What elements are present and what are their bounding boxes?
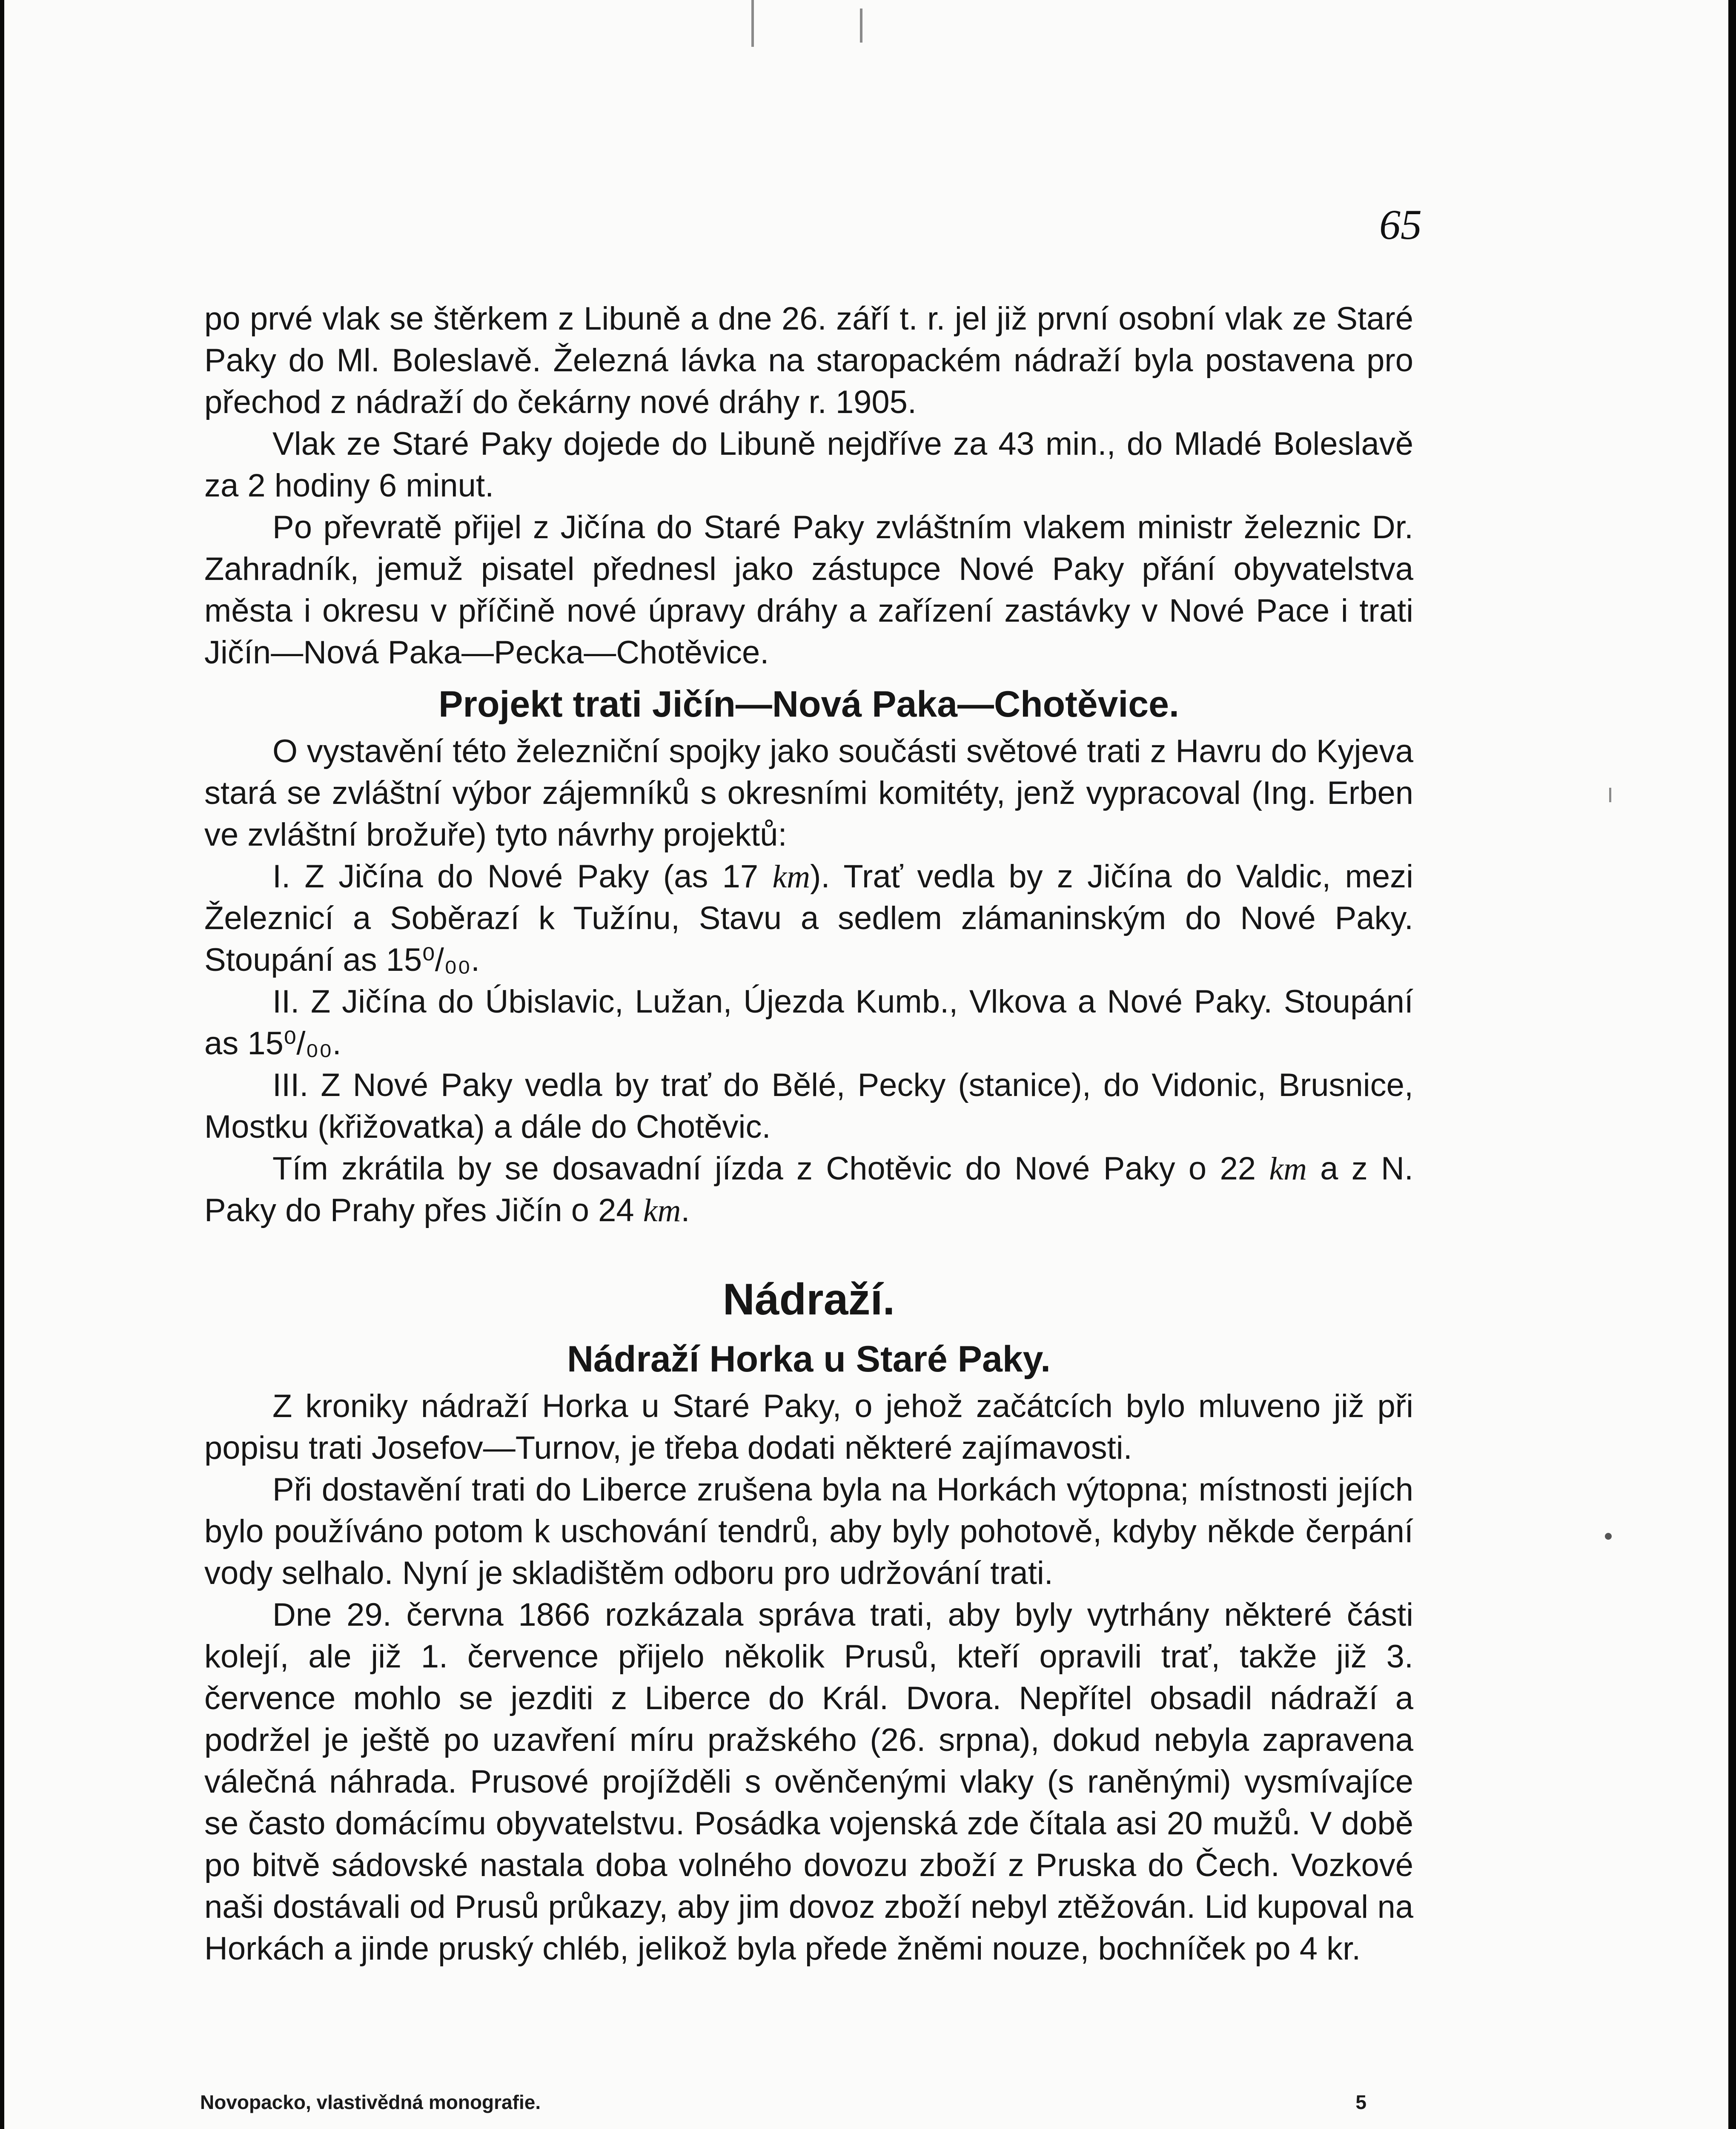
heading-station: Nádraží. [722, 1275, 895, 1324]
page-number: 65 [1379, 201, 1422, 248]
paragraph-horka-chronicle: Z kroniky nádraží Horka u Staré Paky, o jehož začátcích bylo mluveno již při popisu trati Josefov—Turnov, je třeba dodati některé zajímavosti. [204, 1388, 1413, 1466]
scan-mark-top-right [860, 9, 862, 43]
paragraph-project-intro: O vystavění této železniční spojky jako součásti světové trati z Havru do Kyjeva stará se zvláštní výbor zájemníků s okresními komitéty, jenž vypracoval (Ing. Erben ve zvláštní brožuře) tyto návrhy projektů: [204, 733, 1413, 853]
document-page [4, 0, 1728, 2129]
footer-signature: 5 [1355, 2091, 1366, 2113]
scan-mark-right [1609, 788, 1611, 802]
paragraph-travel-time: Vlak ze Staré Paky dojede do Libuně nejdříve za 43 min., do Mladé Boleslavě za 2 hodiny 6 minut. [204, 426, 1413, 504]
paragraph-horka-1866: Dne 29. června 1866 rozkázala správa trati, aby byly vytrhány některé části kolejí, ale již 1. července přijelo několik Prusů, kteří opravili trať, takže již 3. července mohlo se jezditi z Liberce do Král. Dvora. Nepřítel obsadil nádraží a podržel je ještě po uzavření míru pražského (26. srpna), dokud nebyla zapravena válečná náhrada. Prusové projížděli s ověnčenými vlaky (s raněnými) vysmívajíce se často domácímu obyvatelstvu. Posádka vojenská zde čítala asi 20 mužů. V době po bitvě sádovské nastala doba volného dovozu zboží z Pruska do Čech. Vozkové naši dostávali od Prusů průkazy, aby jim dovoz zboží nebyl ztěžován. Lid kupoval na Horkách a jinde pruský chléb, jelikož byla přede žněmi nouze, bochníček po 4 kr. [204, 1597, 1413, 1967]
summary-text-a: Tím zkrátila by se dosavadní jízda z Chotěvic do Nové Paky o 22 [272, 1151, 1269, 1187]
scan-dot-right [1605, 1533, 1612, 1540]
paragraph-project-item-3: III. Z Nové Paky vedla by trať do Bělé, Pecky (stanice), do Vidonic, Brusnice, Mostku (křižovatka) a dále do Chotěvic. [204, 1067, 1413, 1145]
footer-title: Novopacko, vlastivědná monografie. [200, 2091, 541, 2113]
paragraph-railway-opening: po prvé vlak se štěrkem z Libuně a dne 26. září t. r. jel již první osobní vlak ze Staré Paky do Ml. Boleslavě. Železná lávka na staropackém nádraží byla postavena pro přechod z nádraží do čekárny nové dráhy r. 1905. [204, 301, 1413, 420]
paragraph-minister-visit: Po převratě přijel z Jičína do Staré Paky zvláštním vlakem ministr železnic Dr. Zahradník, jemuž pisatel přednesl jako zástupce Nové Paky přání obyvatelstva města i okresu v příčině nové úpravy dráhy a zařízení zastávky v Nové Pace i trati Jičín—Nová Paka—Pecka—Chotěvice. [204, 509, 1413, 671]
summary-text-b: a z N. Paky do Prahy přes Jičín o 24 [204, 1151, 1413, 1228]
item-1-text-a: I. Z Jičína do Nové Paky (as 17 [272, 858, 773, 895]
heading-project: Projekt trati Jičín—Nová Paka—Chotěvice. [438, 684, 1179, 725]
summary-unit-1: km [1269, 1151, 1307, 1187]
summary-unit-2: km [643, 1193, 681, 1228]
paragraph-project-summary [204, 1148, 1413, 1231]
paragraph-project-item-2: II. Z Jičína do Úbislavic, Lužan, Újezda Kumb., Vlkova a Nové Paky. Stoupání as 15⁰/₀₀. [204, 984, 1413, 1062]
summary-text-c: . [681, 1192, 690, 1228]
item-1-unit: km [772, 859, 811, 895]
heading-horka: Nádraží Horka u Staré Paky. [567, 1339, 1051, 1380]
scan-mark-top [751, 0, 754, 47]
page-body [204, 298, 1413, 1970]
paragraph-project-item-1 [204, 856, 1413, 981]
item-1-text-b: ). Trať vedla by z Jičína do Valdic, mezi Železnicí a Soběrazí k Tužínu, Stavu a sedlem zlámaninským do Nové Paky. Stoupání as 15⁰/₀₀. [204, 858, 1413, 978]
paragraph-horka-depot: Při dostavění trati do Liberce zrušena byla na Horkách výtopna; místnosti jejích bylo používáno potom k uschování tendrů, aby byly pohotově, kdyby někde čerpání vody selhalo. Nyní je skladištěm odboru pro udržování trati. [204, 1472, 1413, 1591]
